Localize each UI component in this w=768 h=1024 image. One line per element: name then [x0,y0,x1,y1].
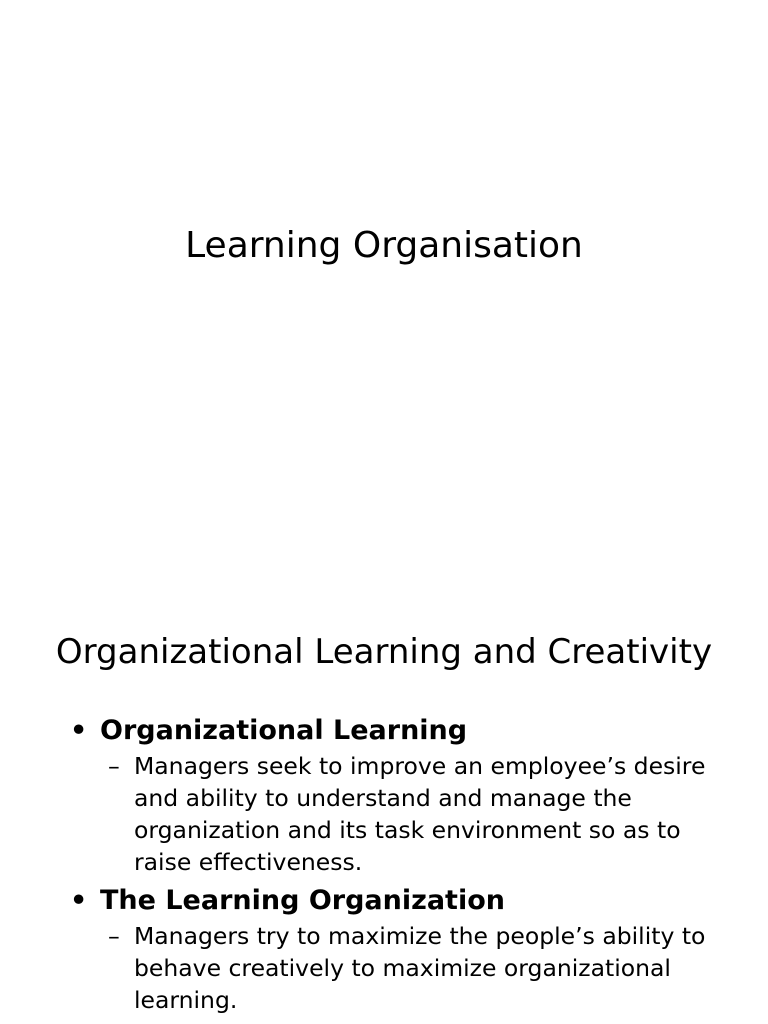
bullet-item [70,712,730,750]
sub-bullet-item [70,920,730,1016]
bullet-heading: The Learning Organization [100,885,505,916]
slide-title: Organizational Learning and Creativity [55,632,713,672]
slide-title: Learning Organisation [185,225,583,266]
bullet-dot-icon: • [70,715,88,746]
sub-bullet-text: Managers try to maximize the people’s ability to behave creatively to maximize organizational learning. [134,922,706,1014]
bullet-item [70,882,730,920]
sub-bullet-item [70,750,730,878]
content-slide [0,576,768,1024]
dash-icon: – [108,922,120,950]
bullet-list [70,712,730,1020]
dash-icon: – [108,752,120,780]
bullet-heading: Organizational Learning [100,715,468,746]
bullet-dot-icon: • [70,885,88,916]
sub-bullet-text: Managers seek to improve an employee’s desire and ability to understand and manage the organization and its task environment so as to raise effectiveness. [134,752,706,876]
